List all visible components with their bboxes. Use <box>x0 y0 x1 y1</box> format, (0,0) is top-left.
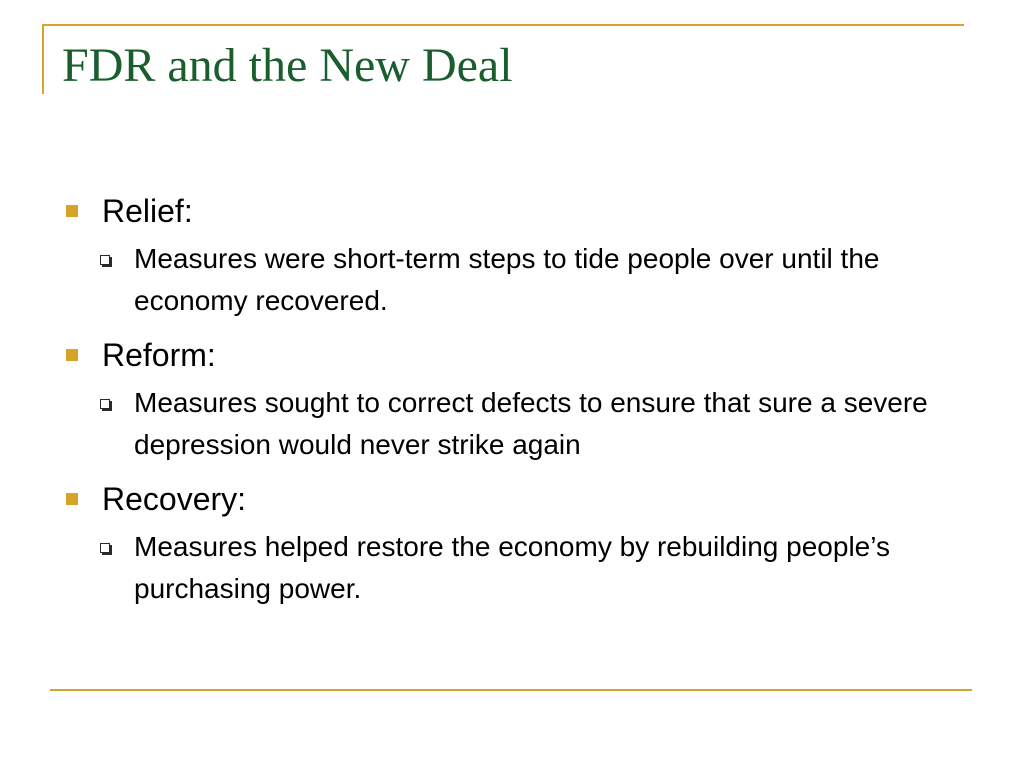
slide-title: FDR and the New Deal <box>62 39 513 92</box>
sub-bullet-text: Measures were short-term steps to tide people over until the economy recovered. <box>134 243 880 316</box>
square-bullet-icon <box>66 205 78 217</box>
bullet-item-relief <box>64 186 974 322</box>
square-bullet-icon <box>66 349 78 361</box>
bullet-list <box>64 186 974 610</box>
sub-bullet-text: Measures helped restore the economy by rebuilding people’s purchasing power. <box>134 531 890 604</box>
sub-list <box>102 238 974 322</box>
bullet-label: Relief: <box>102 193 193 229</box>
left-border-line <box>42 24 44 94</box>
hollow-square-bullet-icon <box>100 255 110 265</box>
sub-bullet-item <box>100 238 974 322</box>
top-border-line <box>42 24 964 26</box>
square-bullet-icon <box>66 493 78 505</box>
bullet-item-reform <box>64 330 974 466</box>
sub-bullet-text: Measures sought to correct defects to ensure that sure a severe depression would never strike again <box>134 387 928 460</box>
bullet-label: Reform: <box>102 337 216 373</box>
sub-bullet-item <box>100 382 974 466</box>
bottom-border-line <box>50 689 972 691</box>
bullet-label: Recovery: <box>102 481 247 517</box>
hollow-square-bullet-icon <box>100 543 110 553</box>
sub-list <box>102 382 974 466</box>
sub-bullet-item <box>100 526 974 610</box>
sub-list <box>102 526 974 610</box>
bullet-item-recovery <box>64 474 974 610</box>
hollow-square-bullet-icon <box>100 399 110 409</box>
